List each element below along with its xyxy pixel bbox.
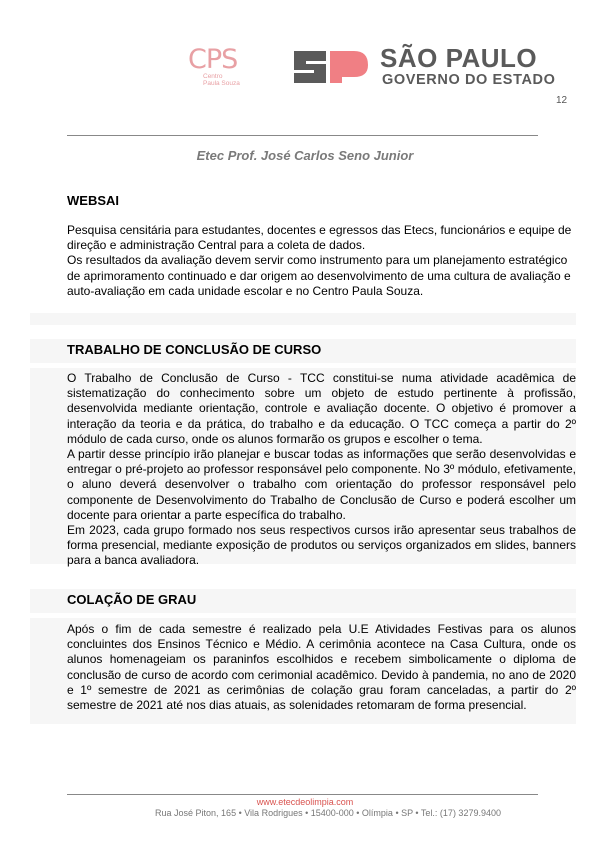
- government-title: SÃO PAULO: [380, 43, 538, 73]
- paragraph: Em 2023, cada grupo formado nos seus respectivos cursos irão apresentar seus trabalhos de forma presencial, mediante exposição de produtos ou serviços organizados em slides, banners para a banca avaliadora.: [67, 523, 576, 568]
- colacao-body: [67, 622, 576, 713]
- header-divider: [67, 135, 538, 136]
- tcc-body: [67, 371, 576, 569]
- paragraph: O Trabalho de Conclusão de Curso - TCC constitui-se numa atividade acadêmica de sistematização do conhecimento sobre um objeto de estudo pertinente à profissão, desenvolvida mediante orientação, controle e avaliação docente. O objetivo é promover a interação da teoria e da prática, do trabalho e da educação. O TCC começa a partir do 2º módulo de cada curso, onde os alunos formarão os grupos e escolher o tema.: [67, 371, 576, 446]
- cps-logo-sub-line-1: Centro: [203, 73, 223, 80]
- section-divider-band: [30, 313, 576, 325]
- paragraph: Pesquisa censitária para estudantes, docentes e egressos das Etecs, funcionários e equipe de direção e administração Central para a coleta de dados.: [67, 223, 572, 253]
- section-heading-tcc: TRABALHO DE CONCLUSÃO DE CURSO: [67, 342, 322, 357]
- sp-government-mark-icon: [290, 47, 372, 87]
- footer-divider: [67, 794, 538, 795]
- page-number: 12: [556, 95, 568, 106]
- paragraph: A partir desse princípio irão planejar e buscar todas as informações que serão desenvolvidas e entregar o pré-projeto ao professor responsável pelo componente. No 3º módulo, efetivamente, o aluno deverá desenvolver o trabalho com orientação do professor responsável pelo componente de Desenvolvimento do Trabalho de Conclusão de Curso e poderá escolher um docente para orientar a parte específica do trabalho.: [67, 447, 576, 522]
- websai-body: [67, 223, 576, 299]
- paragraph: Os resultados da avaliação devem servir como instrumento para um planejamento estratégico de aprimoramento continuado e dar origem ao desenvolvimento de uma cultura de avaliação e auto-avaliação em cada unidade escolar e no Centro Paula Souza.: [67, 253, 571, 298]
- school-name: Etec Prof. José Carlos Seno Junior: [196, 148, 414, 163]
- cps-logo-letters: CPS: [188, 44, 238, 75]
- section-heading-websai: WEBSAI: [67, 193, 119, 208]
- footer-website-link[interactable]: www.etecdeolimpia.com: [256, 797, 354, 807]
- centro-paula-souza-logo: [188, 46, 250, 94]
- cps-logo-subtitle: [203, 73, 240, 87]
- footer-address: Rua José Piton, 165 • Vila Rodrigues • 15400-000 • Olímpia • SP • Tel.: (17) 3279.9400: [155, 808, 501, 818]
- government-subtitle: GOVERNO DO ESTADO: [382, 72, 556, 88]
- paragraph: Após o fim de cada semestre é realizado pela U.E Atividades Festivas para os alunos concluintes dos Ensinos Técnico e Médio. A cerimônia acontece na Casa Cultura, onde os alunos homenageiam os paraninfos escolhidos e recebem simbolicamente o diploma de conclusão de curso de acordo com cerimonial acadêmico. Devido à pandemia, no ano de 2020 e 1º semestre de 2021 as cerimônias de colação grau foram canceladas, a partir do 2º semestre de 2021 até nos dias atuais, as solenidades retomaram de forma presencial.: [67, 622, 576, 713]
- section-heading-colacao: COLAÇÃO DE GRAU: [67, 592, 197, 607]
- cps-logo-sub-line-2: Paula Souza: [203, 80, 240, 87]
